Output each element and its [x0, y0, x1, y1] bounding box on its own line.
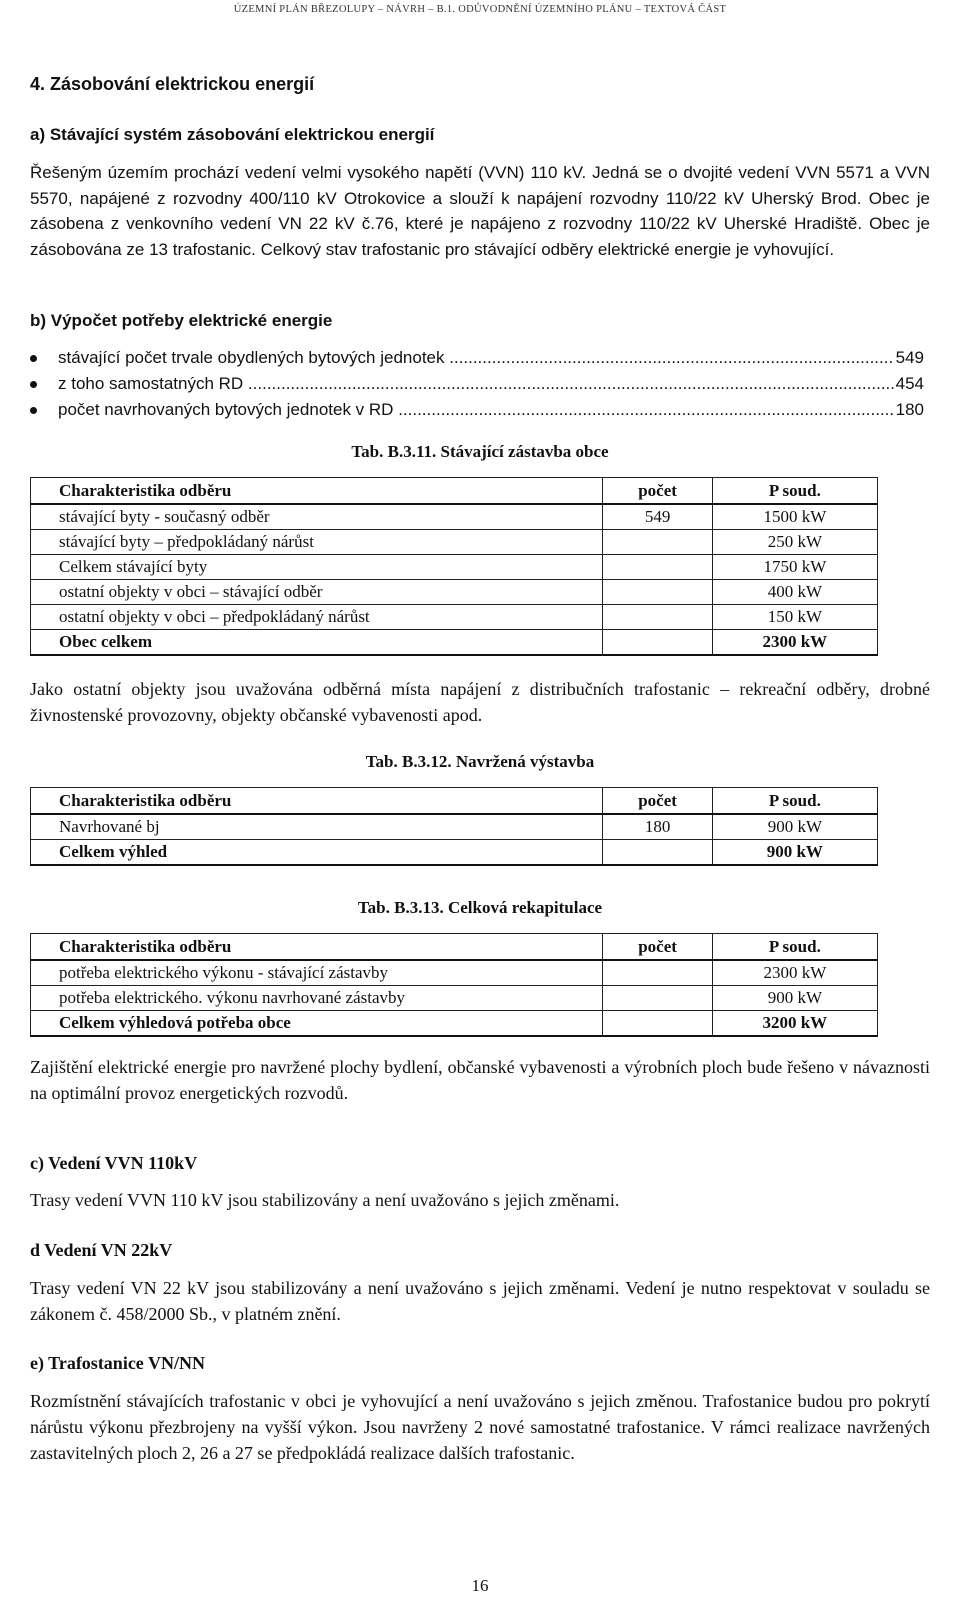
- table-cell: [603, 1011, 712, 1037]
- table2-caption: Tab. B.3.12. Navržená výstavba: [365, 752, 595, 771]
- table-total-row: [31, 1011, 878, 1037]
- list-item-label: z toho samostatných RD .....: [58, 371, 918, 397]
- note-supply: Zajištění elektrické energie pro navržené plochy bydlení, občanské vybavenosti a výrobních ploch bude řešeno v návaznosti na optimální provoz energetických rozvodů.: [30, 1057, 930, 1103]
- column-header: počet: [603, 788, 712, 815]
- table-row: [31, 986, 878, 1011]
- part-d-text: Trasy vedení VN 22 kV jsou stabilizovány a není uvažováno s jejich změnami. Vedení je nutno respektovat v souladu se zákonem č. 458/2000 Sb., v platném znění.: [30, 1278, 930, 1324]
- table-proposed-development: [30, 787, 878, 866]
- page-number: 16: [471, 1576, 489, 1595]
- table-cell: 1500 kW: [712, 504, 877, 530]
- table-cell: [603, 605, 712, 630]
- table-cell: [603, 986, 712, 1011]
- column-header: počet: [603, 934, 712, 961]
- table-cell: 250 kW: [712, 530, 877, 555]
- table-cell: [603, 555, 712, 580]
- column-header: P soud.: [712, 788, 877, 815]
- section-title: 4. Zásobování elektrickou energií: [30, 74, 315, 94]
- part-c-text: Trasy vedení VVN 110 kV jsou stabilizovány a není uvažováno s jejich změnami.: [30, 1190, 620, 1210]
- part-b-title: b) Výpočet potřeby elektrické energie: [30, 311, 333, 330]
- table-cell: [603, 530, 712, 555]
- bullet-icon: [30, 381, 37, 388]
- demand-list: [30, 345, 930, 423]
- column-header: Charakteristika odběru: [31, 788, 603, 815]
- table-cell: Celkem výhled: [31, 840, 603, 866]
- list-item-value: 454: [894, 371, 924, 397]
- table-cell: Obec celkem: [31, 630, 603, 656]
- table-cell: Celkem stávající byty: [31, 555, 603, 580]
- table-row: [31, 960, 878, 986]
- column-header: P soud.: [712, 934, 877, 961]
- part-a-title: a) Stávající systém zásobování elektrickou energií: [30, 125, 435, 144]
- table-cell: 400 kW: [712, 580, 877, 605]
- table-cell: 900 kW: [712, 814, 877, 840]
- table-row: [31, 530, 878, 555]
- table-cell: 2300 kW: [712, 960, 877, 986]
- part-d-title: d Vedení VN 22kV: [30, 1240, 173, 1260]
- bullet-icon: [30, 355, 37, 362]
- table1-caption: Tab. B.3.11. Stávající zástavba obce: [351, 442, 609, 461]
- table-cell: 1750 kW: [712, 555, 877, 580]
- note-other-objects: Jako ostatní objekty jsou uvažována odběrná místa napájení z distribučních trafostanic – rekreační odběry, drobné živnostenské provozovny, objekty občanské vybavenosti apod.: [30, 679, 930, 725]
- table-cell: stávající byty - současný odběr: [31, 504, 603, 530]
- table3-caption: Tab. B.3.13. Celková rekapitulace: [357, 898, 603, 917]
- table-cell: [603, 840, 712, 866]
- table-cell: ostatní objekty v obci – stávající odběr: [31, 580, 603, 605]
- column-header: Charakteristika odběru: [31, 478, 603, 505]
- table-cell: 900 kW: [712, 840, 877, 866]
- table-cell: Celkem výhledová potřeba obce: [31, 1011, 603, 1037]
- list-item: [30, 397, 930, 423]
- table-cell: [603, 960, 712, 986]
- table-header-row: [31, 788, 878, 815]
- table-cell: potřeba elektrického výkonu - stávající zástavby: [31, 960, 603, 986]
- table-existing-development: [30, 477, 878, 656]
- list-item-label: počet navrhovaných bytových jednotek v RD .....: [58, 397, 918, 423]
- list-item: [30, 371, 930, 397]
- column-header: Charakteristika odběru: [31, 934, 603, 961]
- list-item-value: 180: [894, 397, 924, 423]
- table-cell: [603, 580, 712, 605]
- table-row: [31, 814, 878, 840]
- part-a-text: Řešeným územím prochází vedení velmi vysokého napětí (VVN) 110 kV. Jedná se o dvojité vedení VVN 5571 a VVN 5570, napájené z rozvodny 400/110 kV Otrokovice a slouží k napájení rozvodny 110/22 kV Uherský Brod. Obec je zásobena z venkovního vedení VN 22 kV č.76, které je napájeno z rozvodny 110/22 kV Uherské Hradiště. Obec je zásobována ze 13 trafostanic. Celkový stav trafostanic pro stávající odběry elektrické energie je vyhovující.: [30, 163, 930, 259]
- table-cell: 900 kW: [712, 986, 877, 1011]
- table-total-row: [31, 840, 878, 866]
- part-e-title: e) Trafostanice VN/NN: [30, 1353, 205, 1373]
- list-item-label: stávající počet trvale obydlených bytových jednotek .....: [58, 345, 918, 371]
- list-item-value: 549: [894, 345, 924, 371]
- table-total-row: [31, 630, 878, 656]
- table-cell: 150 kW: [712, 605, 877, 630]
- table-row: [31, 504, 878, 530]
- table-cell: stávající byty – předpokládaný nárůst: [31, 530, 603, 555]
- table-header-row: [31, 934, 878, 961]
- table-cell: 549: [603, 504, 712, 530]
- column-header: P soud.: [712, 478, 877, 505]
- running-header: ÚZEMNÍ PLÁN BŘEZOLUPY – NÁVRH – B.1. ODŮVODNĚNÍ ÚZEMNÍHO PLÁNU – TEXTOVÁ ČÁST: [233, 4, 727, 15]
- table-row: [31, 555, 878, 580]
- table-cell: 3200 kW: [712, 1011, 877, 1037]
- part-e-text: Rozmístnění stávajících trafostanic v obci je vyhovující a není uvažováno s jejich změnou. Trafostanice budou pro pokrytí nárůstu výkonu přezbrojeny na vyšší výkon. Jsou navrženy 2 nové samostatné trafostanice. V rámci realizace navržených zastavitelných ploch 2, 26 a 27 se předpokládá realizace dalších trafostanic.: [30, 1391, 930, 1463]
- part-c-title: c) Vedení VVN 110kV: [30, 1153, 198, 1173]
- bullet-icon: [30, 407, 37, 414]
- list-item: [30, 345, 930, 371]
- table-cell: ostatní objekty v obci – předpokládaný nárůst: [31, 605, 603, 630]
- table-total-recap: [30, 933, 878, 1037]
- table-cell: [603, 630, 712, 656]
- column-header: počet: [603, 478, 712, 505]
- table-cell: 180: [603, 814, 712, 840]
- table-cell: Navrhované bj: [31, 814, 603, 840]
- table-row: [31, 580, 878, 605]
- table-row: [31, 605, 878, 630]
- table-header-row: [31, 478, 878, 505]
- table-cell: 2300 kW: [712, 630, 877, 656]
- table-cell: potřeba elektrického. výkonu navrhované zástavby: [31, 986, 603, 1011]
